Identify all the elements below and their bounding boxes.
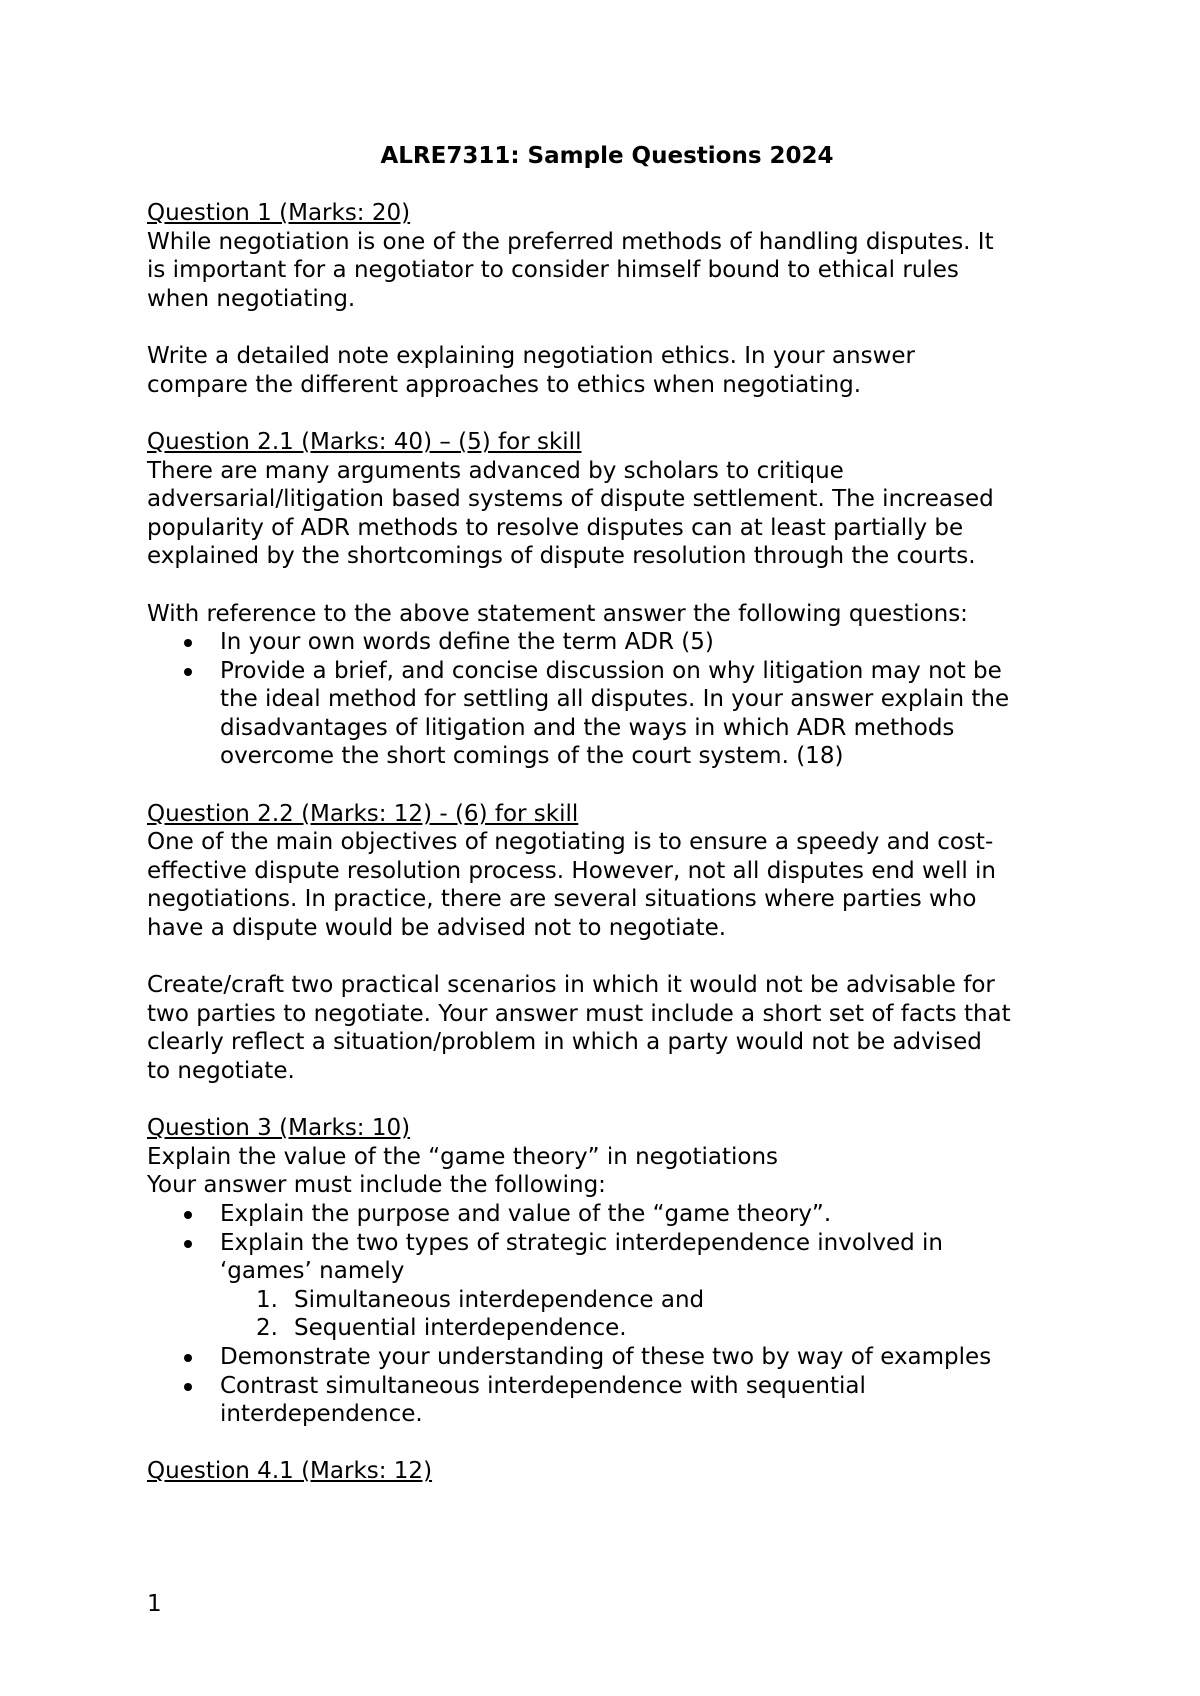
text-line: ‘games’ namely: [220, 1258, 405, 1285]
list-item: [147, 657, 1067, 771]
numbered-item: [147, 1314, 1067, 1343]
question-4-1-heading: Question 4.1 (Marks: 12): [147, 1458, 433, 1485]
list-number: 1.: [256, 1286, 278, 1313]
question-3-line-2: Your answer must include the following:: [147, 1172, 606, 1199]
bullet-icon: [184, 1240, 192, 1248]
text-line: There are many arguments advanced by scholars to critique: [147, 457, 844, 484]
text-line: popularity of ADR methods to resolve disputes can at least partially be: [147, 514, 964, 541]
question-2-1-bullet-list: [147, 628, 1067, 771]
question-2-2-paragraph-2: [147, 971, 1067, 1085]
question-3-numbered-list: [147, 1286, 1067, 1343]
question-3-line-1: Explain the value of the “game theory” in negotiations: [147, 1143, 779, 1170]
document-title: ALRE7311: Sample Questions 2024: [380, 143, 834, 169]
text-line: Contrast simultaneous interdependence with sequential: [220, 1372, 866, 1399]
list-item: [147, 1343, 1067, 1372]
text-line: Sequential interdependence.: [294, 1315, 627, 1342]
bullet-icon: [184, 668, 192, 676]
text-line: Demonstrate your understanding of these two by way of examples: [220, 1343, 992, 1370]
question-2-1-intro: With reference to the above statement answer the following questions:: [147, 600, 968, 627]
page-number: 1: [147, 1591, 162, 1617]
list-number: 2.: [256, 1315, 278, 1342]
list-item: [147, 1372, 1067, 1429]
text-line: In your own words define the term ADR (5): [220, 629, 714, 656]
question-2-2-paragraph-1: [147, 828, 1067, 942]
question-1-paragraph-1: [147, 228, 1067, 314]
text-line: explained by the shortcomings of dispute resolution through the courts.: [147, 543, 976, 570]
text-line: when negotiating.: [147, 285, 356, 312]
bullet-icon: [184, 1383, 192, 1391]
list-item: [147, 1200, 1067, 1229]
list-item: [147, 628, 1067, 657]
text-line: Write a detailed note explaining negotiation ethics. In your answer: [147, 343, 915, 370]
numbered-item: [147, 1286, 1067, 1315]
text-line: is important for a negotiator to consider himself bound to ethical rules: [147, 257, 959, 284]
text-line: Explain the purpose and value of the “game theory”.: [220, 1200, 832, 1227]
question-1-heading: Question 1 (Marks: 20): [147, 200, 411, 227]
question-3-heading: Question 3 (Marks: 10): [147, 1115, 411, 1142]
text-line: One of the main objectives of negotiating is to ensure a speedy and cost-: [147, 829, 994, 856]
list-item: [147, 1229, 1067, 1286]
text-line: Create/craft two practical scenarios in which it would not be advisable for: [147, 972, 995, 999]
text-line: adversarial/litigation based systems of dispute settlement. The increased: [147, 486, 994, 513]
text-line: to negotiate.: [147, 1058, 295, 1084]
text-line: disadvantages of litigation and the ways in which ADR methods: [220, 714, 955, 741]
question-3-bullet-list-continued: [147, 1343, 1067, 1429]
text-line: overcome the short comings of the court system. (18): [220, 743, 844, 770]
question-2-2-heading: Question 2.2 (Marks: 12) - (6) for skill: [147, 800, 579, 827]
text-line: Simultaneous interdependence and: [294, 1286, 705, 1313]
bullet-icon: [184, 639, 192, 647]
text-line: clearly reflect a situation/problem in which a party would not be advised: [147, 1029, 982, 1056]
text-line: negotiations. In practice, there are several situations where parties who: [147, 886, 977, 913]
text-line: compare the different approaches to ethics when negotiating.: [147, 371, 862, 398]
text-line: have a dispute would be advised not to negotiate.: [147, 915, 727, 942]
text-line: the ideal method for settling all disputes. In your answer explain the: [220, 686, 1010, 713]
question-2-1-paragraph-1: [147, 457, 1067, 571]
text-line: interdependence.: [220, 1401, 423, 1428]
text-line: Provide a brief, and concise discussion on why litigation may not be: [220, 657, 1002, 684]
bullet-icon: [184, 1211, 192, 1219]
question-1-paragraph-2: [147, 342, 1067, 399]
bullet-icon: [184, 1354, 192, 1362]
question-2-1-heading: Question 2.1 (Marks: 40) – (5) for skill: [147, 428, 582, 455]
document-content: [147, 142, 1067, 1486]
text-line: two parties to negotiate. Your answer must include a short set of facts that: [147, 1000, 1011, 1027]
text-line: effective dispute resolution process. However, not all disputes end well in: [147, 857, 997, 884]
text-line: While negotiation is one of the preferred methods of handling disputes. It: [147, 228, 994, 255]
text-line: Explain the two types of strategic interdependence involved in: [220, 1229, 943, 1256]
question-3-bullet-list: [147, 1200, 1067, 1286]
